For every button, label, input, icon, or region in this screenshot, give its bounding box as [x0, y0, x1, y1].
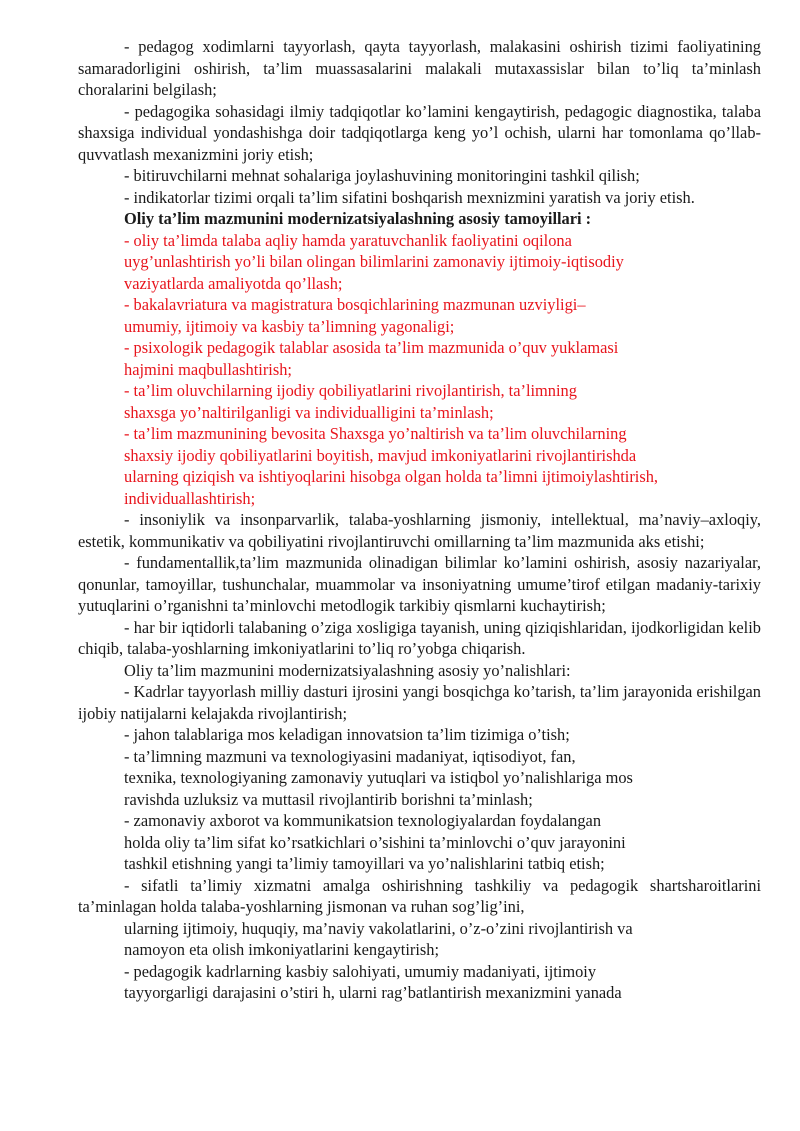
principle-line: - ta’lim mazmunining bevosita Shaxsga yo’naltirish va ta’lim oluvchilarning — [124, 424, 627, 443]
principle-line: - ta’lim oluvchilarning ijodiy qobiliyatlarini rivojlantirish, ta’limning — [124, 381, 577, 400]
list-line: namoyon eta olish imkoniyatlarini kengaytirish; — [124, 940, 440, 959]
paragraph: - insoniylik va insonparvarlik, talaba-yoshlarning jismoniy, intellektual, ma’naviy–axloqiy, estetik, kommunikativ va qobiliyatini rivojlantiruvchi omillarning ta’lim mazmunida aks etishi; — [78, 510, 761, 551]
section-heading: Oliy ta’lim mazmunini modernizatsiyalashning asosiy tamoyillari : — [124, 209, 592, 228]
list-line: - pedagogik kadrlarning kasbiy salohiyati, umumiy madaniyati, ijtimoiy — [124, 961, 597, 981]
list-line: tashkil etishning yangi ta’limiy tamoyillari va yo’nalishlarini tatbiq etish; — [124, 854, 605, 873]
paragraph: - indikatorlar tizimi orqali ta’lim sifatini boshqarish mexnizmini yaratish va joriy etish. — [124, 187, 695, 207]
list-line: - zamonaviy axborot va kommunikatsion texnologiyalardan foydalangan — [124, 811, 602, 830]
list-line: ularning ijtimoiy, huquqiy, ma’naviy vakolatlarini, o’z-o’zini rivojlantirish va — [124, 918, 633, 938]
principle-line: vaziyatlarda amaliyotda qo’llash; — [124, 273, 343, 293]
principle-line: - bakalavriatura va magistratura bosqichlarining mazmunan uzviyligi– — [124, 295, 586, 314]
paragraph: - Kadrlar tayyorlash milliy dasturi ijrosini yangi bosqichga ko’tarish, ta’lim jarayonida erishilgan ijobiy natijalarni kelajakda rivojlantirish; — [78, 682, 761, 723]
principle-line: shaxsga yo’naltirilganligi va individualligini ta’minlash; — [124, 402, 494, 422]
principle-line: individuallashtirish; — [124, 488, 256, 508]
paragraph: - pedagogika sohasidagi ilmiy tadqiqotlar ko’lamini kengaytirish, pedagogic diagnostika, talaba shaxsiga individual yondashishga doir tadqiqotlarga keng yo’l ochish, ularni har tomonlama qo’llab-quvvatlash mexanizmini joriy etish; — [78, 101, 761, 164]
principle-line: uyg’unlashtirish yo’li bilan olingan bilimlarini zamonaviy ijtimoiy-iqtisodiy — [124, 252, 624, 271]
principle-line: shaxsiy ijodiy qobiliyatlarini boyitish, mavjud imkoniyatlarini rivojlantirishda — [124, 445, 637, 465]
list-line: - ta’limning mazmuni va texnologiyasini madaniyat, iqtisodiyot, fan, — [124, 746, 576, 766]
paragraph: - sifatli ta’limiy xizmatni amalga oshirishning tashkiliy va pedagogik shartsharoitlarini ta’minlagan holda talaba-yoshlarning jismonan va ruhan sog’lig’ini, — [78, 875, 761, 916]
paragraph: - pedagog xodimlarni tayyorlash, qayta tayyorlash, malakasini oshirish tizimi faoliyatining samaradorligini oshirish, ta’lim muassasalarini malakali mutaxassislar bilan to’liq ta’minlash choralarini belgilash; — [78, 37, 761, 99]
principle-line: hajmini maqbullashtirish; — [124, 359, 292, 379]
principle-line: umumiy, ijtimoiy va kasbiy ta’limning yagonaligi; — [124, 316, 455, 336]
paragraph: - fundamentallik,ta’lim mazmunida olinadigan bilimlar ko’lamini oshirish, asosiy nazariyalar, qonunlar, tamoyillar, tushunchalar, muammolar va insoniyatning umume’tirof etilgan madaniy-tarixiy yutuqlarini o’rganishni ta’minlovchi metodlogik tarkibiy qismlarni kuchaytirish; — [78, 553, 761, 615]
principle-line: - oliy ta’limda talaba aqliy hamda yaratuvchanlik faoliyatini oqilona — [124, 230, 572, 250]
paragraph: - bitiruvchilarni mehnat sohalariga joylashuvining monitoringini tashkil qilish; — [124, 166, 640, 185]
paragraph: - har bir iqtidorli talabaning o’ziga xosligiga tayanish, uning qiziqishlaridan, ijodkorligidan kelib chiqib, talaba-yoshlarning imkoniyatlarini to’liq ro’yobga chiqarish. — [78, 617, 761, 658]
principle-line: ularning qiziqish va ishtiyoqlarini hisobga olgan holda ta’limni ijtimoiylashtirish, — [124, 467, 659, 486]
list-line: - jahon talablariga mos keladigan innovatsion ta’lim tizimiga o’tish; — [124, 725, 570, 744]
list-line: ravishda uzluksiz va muttasil rivojlantirib borishni ta’minlash; — [124, 789, 533, 809]
list-line: texnika, texnologiyaning zamonaviy yutuqlari va istiqbol yo’nalishlariga mos — [124, 768, 633, 787]
document-page — [78, 36, 761, 1004]
list-line: holda oliy ta’lim sifat ko’rsatkichlari o’sishini ta’minlovchi o’quv jarayonini — [124, 832, 626, 852]
principle-line: - psixologik pedagogik talablar asosida ta’lim mazmunida o’quv yuklamasi — [124, 338, 619, 357]
section-heading: Oliy ta’lim mazmunini modernizatsiyalashning asosiy yo’nalishlari: — [124, 660, 571, 680]
list-line: tayyorgarligi darajasini o’stiri h, ularni rag’batlantirish mexanizmini yanada — [124, 983, 622, 1002]
